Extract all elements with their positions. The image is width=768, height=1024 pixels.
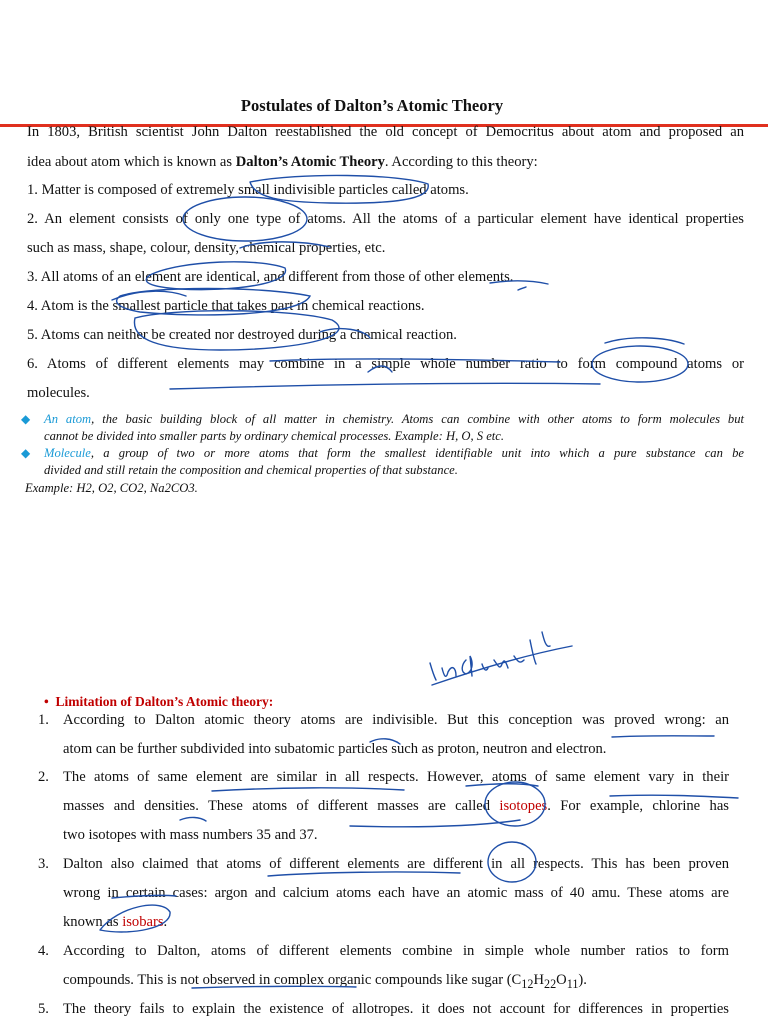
isotopes-term: isotopes bbox=[499, 798, 548, 814]
limitation-number: 3. bbox=[38, 856, 49, 872]
intro-text-end: . According to this theory: bbox=[384, 154, 538, 170]
ink-stroke bbox=[170, 383, 600, 389]
postulate-6-line-2: molecules. bbox=[27, 385, 90, 401]
formula-element: O bbox=[556, 972, 567, 988]
postulate-1: 1. Matter is composed of extremely small indivisible particles called atoms. bbox=[27, 182, 469, 198]
molecule-term: Molecule bbox=[44, 446, 91, 460]
heading-bullet: • bbox=[44, 694, 49, 709]
ink-stroke bbox=[212, 788, 404, 791]
atom-definition-text: , the basic building block of all matter in chemistry. Atoms can combine with other atoms to form molecules but bbox=[91, 412, 744, 426]
atom-term: An atom bbox=[44, 412, 92, 426]
postulate-4: 4. Atom is the smallest particle that takes part in chemical reactions. bbox=[27, 298, 425, 314]
limitation-3-line-1: Dalton also claimed that atoms of different elements are different in all respects. This has been proven bbox=[63, 856, 729, 872]
limitation-3-text: known as bbox=[63, 914, 123, 930]
ink-stroke bbox=[350, 820, 520, 827]
limitation-3-line-2: wrong in certain cases: argon and calcium atoms each have an atomic mass of 40 amu. These atoms are bbox=[63, 885, 729, 901]
postulate-6-line-1: 6. Atoms of different elements may combine in a simple whole number ratio to form compound atoms or bbox=[27, 356, 744, 372]
limitation-2-line-3: two isotopes with mass numbers 35 and 37. bbox=[63, 827, 318, 843]
molecule-definition-line-2: divided and still retain the composition and chemical properties of that substance. bbox=[44, 463, 458, 477]
limitation-4-text-end: ). bbox=[578, 972, 587, 988]
molecule-definition-text: , a group of two or more atoms that form the smallest identifiable unit into which a pure substance can be bbox=[90, 446, 744, 460]
subscript: 12 bbox=[521, 976, 534, 991]
intro-line-1: In 1803, British scientist John Dalton reestablished the old concept of Democritus about atom and proposed an bbox=[27, 124, 744, 140]
limitation-4-line-2 bbox=[63, 970, 587, 994]
limitation-4-text: compounds. This is not observed in complex organic compounds like sugar (C bbox=[63, 972, 522, 988]
limitation-number: 5. bbox=[38, 1001, 49, 1017]
limitation-3-line-3 bbox=[63, 912, 167, 932]
subscript: 22 bbox=[544, 976, 557, 991]
ink-stroke bbox=[605, 338, 684, 344]
postulate-5: 5. Atoms can neither be created nor destroyed during a chemical reaction. bbox=[27, 327, 457, 343]
limitation-3-text-end: . bbox=[163, 914, 168, 930]
postulate-3: 3. All atoms of an element are identical, and different from those of other elements. bbox=[27, 269, 514, 285]
ink-stroke bbox=[518, 287, 526, 290]
limitation-number: 1. bbox=[38, 712, 49, 728]
limitation-1-line-1: According to Dalton atomic theory atoms are indivisible. But this conception was proved wrong: an bbox=[63, 712, 729, 728]
atom-definition-line-1 bbox=[44, 411, 744, 427]
isobars-term: isobars bbox=[122, 914, 164, 930]
atom-definition-line-2: cannot be divided into smaller parts by ordinary chemical processes. Example: H, O, S etc. bbox=[44, 429, 505, 443]
limitation-2-text: masses and densities. These atoms of different masses are called bbox=[63, 798, 500, 814]
limitation-1-line-2: atom can be further subdivided into subatomic particles such as proton, neutron and electron. bbox=[63, 741, 607, 757]
intro-bold-term: Dalton’s Atomic Theory bbox=[235, 154, 385, 170]
limitation-5-line-1: The theory fails to explain the existence of allotropes. it does not account for differences in properties bbox=[63, 1001, 729, 1017]
molecule-definition-line-1 bbox=[44, 445, 744, 461]
page-title: Postulates of Dalton’s Atomic Theory bbox=[240, 96, 504, 115]
limitation-2-line-1: The atoms of same element are similar in all respects. However, atoms of same element vary in their bbox=[63, 769, 729, 785]
limitation-2-text-end: . For example, chlorine has bbox=[547, 798, 729, 814]
diamond-bullet-icon: ◆ bbox=[21, 446, 31, 460]
ink-handwriting bbox=[430, 632, 550, 680]
ink-stroke bbox=[180, 817, 206, 821]
limitation-number: 2. bbox=[38, 769, 49, 785]
diamond-bullet-icon: ◆ bbox=[21, 412, 31, 426]
limitation-number: 4. bbox=[38, 943, 49, 959]
heading-text: Limitation of Dalton’s Atomic theory: bbox=[55, 694, 274, 709]
subscript: 11 bbox=[566, 976, 579, 991]
postulate-2-line-1: 2. An element consists of only one type of atoms. All the atoms of a particular element have identical properties bbox=[27, 211, 744, 227]
limitation-4-line-1: According to Dalton, atoms of different elements combine in simple whole number ratios to form bbox=[63, 943, 729, 959]
intro-line-2 bbox=[27, 152, 538, 172]
ink-stroke bbox=[612, 736, 714, 737]
postulate-2-line-2: such as mass, shape, colour, density, chemical properties, etc. bbox=[27, 240, 386, 256]
limitation-2-line-2 bbox=[63, 796, 729, 816]
limitations-heading bbox=[44, 694, 273, 710]
ink-underline bbox=[432, 646, 572, 685]
formula-element: H bbox=[533, 972, 544, 988]
intro-text: idea about atom which is known as bbox=[27, 154, 236, 170]
molecule-example: Example: H2, O2, CO2, Na2CO3. bbox=[25, 481, 198, 495]
